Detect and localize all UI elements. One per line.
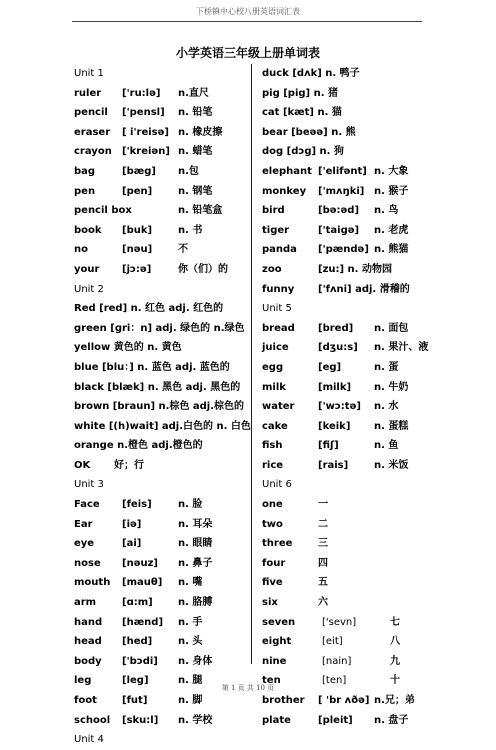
vocab-phonetic: ['pændə] (318, 244, 369, 256)
vocab-phonetic: [pleit] (318, 714, 353, 726)
vocab-phonetic: [fut] (122, 695, 148, 706)
vocab-word: pen (74, 185, 96, 197)
vocab-word: seven (262, 616, 296, 628)
vocab-phonetic: [keik] (318, 420, 351, 432)
vocab-meaning: n. 米饭 (374, 459, 409, 471)
vocab-meaning: n. 嘴 (178, 577, 203, 589)
vocab-row (262, 711, 462, 731)
vocab-word: milk (262, 381, 286, 393)
vocab-phonetic: [nəu] (122, 244, 153, 256)
vocab-row (74, 495, 246, 515)
vocab-meaning: n. 鼻子 (178, 557, 213, 569)
vocab-meaning: n. 铅笔 (178, 107, 213, 119)
vocab-row (74, 201, 246, 221)
vocab-row (262, 593, 462, 613)
vocab-row (74, 319, 246, 339)
vocab-meaning: n. 牛奶 (374, 381, 409, 393)
vocab-meaning: n. 胳膊 (178, 597, 213, 609)
vocab-meaning: n. 橡皮擦 (178, 126, 223, 138)
vocab-meaning: 五 (318, 577, 328, 589)
vocab-phonetic: [zu:] n. 动物园 (318, 263, 392, 275)
vocab-row (74, 573, 246, 593)
unit-heading (262, 475, 462, 495)
vocab-phonetic: [hed] (122, 636, 153, 648)
vocab-row (74, 84, 246, 104)
vocab-row (262, 319, 462, 339)
vocab-meaning: 好；行 (114, 459, 144, 471)
vocab-row (74, 613, 246, 633)
vocab-row (262, 495, 462, 515)
vocab-word: nose (74, 557, 101, 569)
vocab-meaning: n. 鸟 (374, 205, 399, 217)
vocab-word: water (262, 401, 295, 413)
vocab-meaning: 四 (318, 557, 328, 569)
vocab-row (74, 260, 246, 280)
vocab-word: five (262, 577, 283, 589)
vocab-word: nine (262, 655, 287, 667)
vocab-phonetic: [dʒu:s] (318, 342, 358, 354)
vocab-phonetic: [bæg] (122, 165, 156, 177)
header-rule (72, 21, 422, 22)
vocab-word: funny (262, 283, 295, 295)
vocab-phonetic: ['bɔdi] (122, 655, 158, 667)
vocab-phonetic: ['mʌŋki] (318, 185, 365, 197)
vocab-row (74, 358, 246, 378)
vocab-word: two (262, 518, 283, 530)
vocab-row (262, 338, 462, 358)
vocab-row (262, 397, 462, 417)
vocab-row (262, 260, 462, 280)
vocab-meaning: n. 鱼 (374, 440, 399, 452)
vocab-row (74, 378, 246, 398)
vocab-row (262, 378, 462, 398)
vocab-word: head (74, 636, 102, 648)
vocab-meaning: n. 盘子 (374, 714, 409, 726)
vocab-meaning: n.兄；弟 (374, 695, 415, 706)
vocab-phonetic: [ɑ:m] (122, 597, 153, 609)
vocab-row (74, 593, 246, 613)
vocab-row (262, 534, 462, 554)
vocab-row (262, 201, 462, 221)
vocab-meaning: n. 学校 (178, 714, 213, 726)
vocab-meaning: 你（们）的 (178, 263, 228, 275)
vocab-phonetic: ['ru:lə] (122, 87, 161, 99)
vocab-row (262, 221, 462, 241)
vocab-word: eight (262, 636, 292, 648)
vocab-phonetic: [ i'reisə] (122, 126, 169, 138)
vocab-word: bird (262, 205, 285, 217)
vocab-row (262, 515, 462, 535)
vocab-word: arm (74, 597, 97, 609)
vocab-meaning: n. 脸 (178, 499, 203, 511)
vocab-word: fish (262, 440, 283, 452)
vocab-meaning: n. 耳朵 (178, 518, 213, 530)
vocab-row (74, 534, 246, 554)
unit-heading (74, 730, 246, 750)
vocab-meaning: n.直尺 (178, 87, 209, 99)
vocab-meaning: n. 腿 (178, 675, 203, 687)
vocab-meaning: 一 (318, 499, 328, 511)
vocab-line: blue [blu：] n. 蓝色 adj. 蓝色的 (74, 361, 230, 373)
vocab-meaning: 六 (318, 597, 328, 609)
vocab-word: pencil box (74, 205, 132, 217)
vocab-phonetic: [ten] (322, 675, 347, 687)
vocab-meaning: n. 猴子 (374, 185, 409, 197)
vocab-row (262, 142, 462, 162)
vocab-row (262, 182, 462, 202)
vocab-meaning: n. 老虎 (374, 224, 409, 236)
vocab-row (262, 123, 462, 143)
column-divider (251, 64, 252, 664)
vocab-row (74, 299, 246, 319)
vocab-row (74, 456, 246, 476)
unit-heading (74, 475, 246, 495)
vocab-phonetic: [mauθ] (122, 577, 163, 589)
vocab-row (262, 632, 462, 652)
vocab-row (74, 652, 246, 672)
vocab-word: six (262, 597, 278, 609)
vocab-phonetic: [pen] (122, 185, 153, 197)
vocab-phonetic: [eit] (322, 636, 343, 648)
vocab-word: panda (262, 244, 297, 256)
vocab-meaning: 二 (318, 518, 328, 530)
vocab-row (74, 103, 246, 123)
vocab-phonetic: [iə] (122, 518, 142, 530)
vocab-word: hand (74, 616, 103, 628)
vocab-word: four (262, 557, 286, 569)
vocab-row (262, 84, 462, 104)
vocab-row (262, 613, 462, 633)
vocab-word: rice (262, 459, 284, 471)
page-title: 小学英语三年级上册单词表 (175, 46, 320, 60)
vocab-meaning: n. 蛋 (374, 361, 399, 373)
vocab-phonetic: [bred] (318, 322, 354, 334)
vocab-word: bag (74, 165, 96, 177)
unit-heading (74, 64, 246, 84)
vocab-meaning: n. 果汁、液 (374, 342, 429, 354)
vocab-word: eye (74, 538, 95, 550)
vocab-line: cat [kæt] n. 猫 (262, 107, 342, 119)
unit-title: Unit 2 (74, 283, 104, 295)
vocab-phonetic: [leg] (122, 675, 149, 687)
vocab-phonetic: ['elifənt] (318, 165, 367, 177)
vocab-word: school (74, 714, 111, 726)
vocab-phonetic: [buk] (122, 224, 153, 236)
vocab-line: green [ɡri：n] adj. 绿色的 n.绿色 (74, 322, 245, 334)
vocab-line: duck [dʌk] n. 鸭子 (262, 68, 360, 79)
vocab-meaning: n. 手 (178, 616, 203, 628)
vocab-row (74, 240, 246, 260)
vocab-meaning: n. 头 (178, 636, 203, 648)
vocab-word: pencil (74, 107, 108, 119)
vocab-word: tiger (262, 224, 290, 236)
vocab-phonetic: [rais] (318, 459, 349, 471)
vocab-phonetic: [bə:əd] (318, 205, 360, 217)
unit-title: Unit 3 (74, 479, 104, 491)
vocab-phonetic: [fiʃ] (318, 440, 339, 452)
vocab-phonetic: ['taigə] (318, 224, 360, 236)
vocab-row (74, 711, 246, 731)
vocab-row (262, 436, 462, 456)
vocab-meaning: n. 钢笔 (178, 185, 213, 197)
vocab-phonetic: [nain] (322, 655, 352, 667)
vocab-row (262, 652, 462, 672)
vocab-word: bread (262, 322, 295, 334)
vocab-meaning: n. 身体 (178, 655, 213, 667)
vocab-meaning: 不 (178, 244, 188, 256)
unit-heading (74, 280, 246, 300)
unit-title: Unit 6 (262, 479, 292, 491)
vocab-row (74, 123, 246, 143)
unit-title: Unit 5 (262, 303, 292, 315)
vocab-word: cake (262, 420, 288, 432)
vocab-row (262, 554, 462, 574)
unit-heading (262, 299, 462, 319)
vocab-phonetic: ['sevn] (322, 616, 357, 628)
vocab-word: body (74, 655, 102, 667)
vocab-meaning: 十 (390, 675, 400, 687)
vocab-row (74, 142, 246, 162)
vocab-word: eraser (74, 126, 111, 138)
vocab-word: Ear (74, 518, 93, 530)
unit-title: Unit 1 (74, 68, 104, 79)
vocab-meaning: 三 (318, 538, 328, 550)
vocab-word: Face (74, 499, 100, 511)
vocab-row (262, 280, 462, 300)
vocab-line: pig [pig] n. 猪 (262, 87, 338, 99)
vocab-word: foot (74, 695, 97, 706)
vocab-meaning: n. 书 (178, 224, 203, 236)
vocab-phonetic: [feis] (122, 499, 152, 511)
vocab-word: crayon (74, 146, 112, 158)
vocab-row (262, 240, 462, 260)
vocab-word: three (262, 538, 293, 550)
vocab-word: ten (262, 675, 281, 687)
vocab-meaning: n. 熊猫 (374, 244, 409, 256)
vocab-row (262, 573, 462, 593)
vocab-row (262, 417, 462, 437)
vocab-row (262, 691, 462, 711)
vocab-phonetic: [sku:l] (122, 714, 159, 726)
vocab-line: dog [dɔg] n. 狗 (262, 146, 344, 158)
vocab-word: OK (74, 459, 91, 471)
vocab-phonetic: [ai] (122, 538, 142, 550)
vocab-row (74, 338, 246, 358)
vocab-phonetic: [jɔ:ə] (122, 263, 152, 275)
page-header: 下桥镇中心校八册英语词汇表 (196, 7, 300, 16)
vocab-row (262, 64, 462, 84)
vocab-line: orange n.橙色 adj.橙色的 (74, 440, 203, 452)
vocab-meaning: n. 脚 (178, 695, 203, 706)
vocab-meaning: n. 水 (374, 401, 399, 413)
vocab-word: your (74, 263, 100, 275)
vocab-meaning: n. 蛋糕 (374, 420, 409, 432)
vocab-meaning: n. 大象 (374, 165, 409, 177)
vocab-phonetic: ['pensl] (122, 107, 165, 119)
vocab-word: no (74, 244, 88, 256)
vocab-row (74, 691, 246, 711)
vocab-phonetic: ['wɔ:tə] (318, 401, 361, 413)
vocab-row (74, 397, 246, 417)
vocab-row (74, 417, 251, 437)
vocab-word: plate (262, 714, 291, 726)
vocab-meaning: 七 (390, 616, 400, 628)
vocab-row (74, 515, 246, 535)
vocab-phonetic: [hænd] (122, 616, 164, 628)
vocab-phonetic: ['fʌni] adj. 滑稽的 (318, 283, 410, 295)
vocab-row (74, 554, 246, 574)
vocab-row (262, 456, 462, 476)
page-footer: 第 1 页 共 10 页 (221, 684, 275, 692)
vocab-row (262, 358, 462, 378)
vocab-word: zoo (262, 263, 282, 275)
vocab-word: mouth (74, 577, 111, 589)
vocab-row (262, 103, 462, 123)
vocab-phonetic: ['kreiən] (122, 146, 170, 158)
vocab-row (74, 182, 246, 202)
vocab-word: ruler (74, 87, 102, 99)
vocab-line: black [blæk] n. 黑色 adj. 黑色的 (74, 381, 241, 393)
right-column (262, 64, 462, 730)
vocab-row (74, 221, 246, 241)
vocab-phonetic: [nəuz] (122, 557, 158, 569)
unit-title: Unit 4 (74, 734, 104, 746)
vocab-meaning: 八 (390, 636, 400, 648)
vocab-line: white [(h)wait] adj.白色的 n. 白色 (74, 420, 251, 432)
vocab-line: yellow 黄色的 n. 黄色 (74, 342, 182, 354)
vocab-word: leg (74, 675, 92, 687)
vocab-word: monkey (262, 185, 307, 197)
vocab-word: one (262, 499, 283, 511)
vocab-line: brown [braun] n.棕色 adj.棕色的 (74, 401, 245, 413)
vocab-row (74, 162, 246, 182)
vocab-line: bear [beəə] n. 熊 (262, 126, 356, 138)
vocab-meaning: n. 眼睛 (178, 538, 213, 550)
vocab-word: egg (262, 361, 284, 373)
vocab-phonetic: [milk] (318, 381, 352, 393)
vocab-meaning: 九 (390, 655, 400, 667)
vocab-meaning: n. 面包 (374, 322, 409, 334)
vocab-row (262, 162, 462, 182)
vocab-word: elephant (262, 165, 312, 177)
vocab-phonetic: [eg] (318, 361, 342, 373)
vocab-row (74, 632, 246, 652)
vocab-line: Red [red] n. 红色 adj. 红色的 (74, 303, 224, 315)
vocab-word: juice (262, 342, 289, 354)
vocab-meaning: n. 蜡笔 (178, 146, 213, 158)
vocab-word: brother (262, 695, 305, 706)
vocab-meaning: n. 铅笔盒 (178, 205, 223, 217)
vocab-phonetic: [ 'br ʌðə] (318, 695, 370, 706)
vocab-meaning: n.包 (178, 165, 199, 177)
vocab-word: book (74, 224, 102, 236)
vocab-row (74, 436, 246, 456)
